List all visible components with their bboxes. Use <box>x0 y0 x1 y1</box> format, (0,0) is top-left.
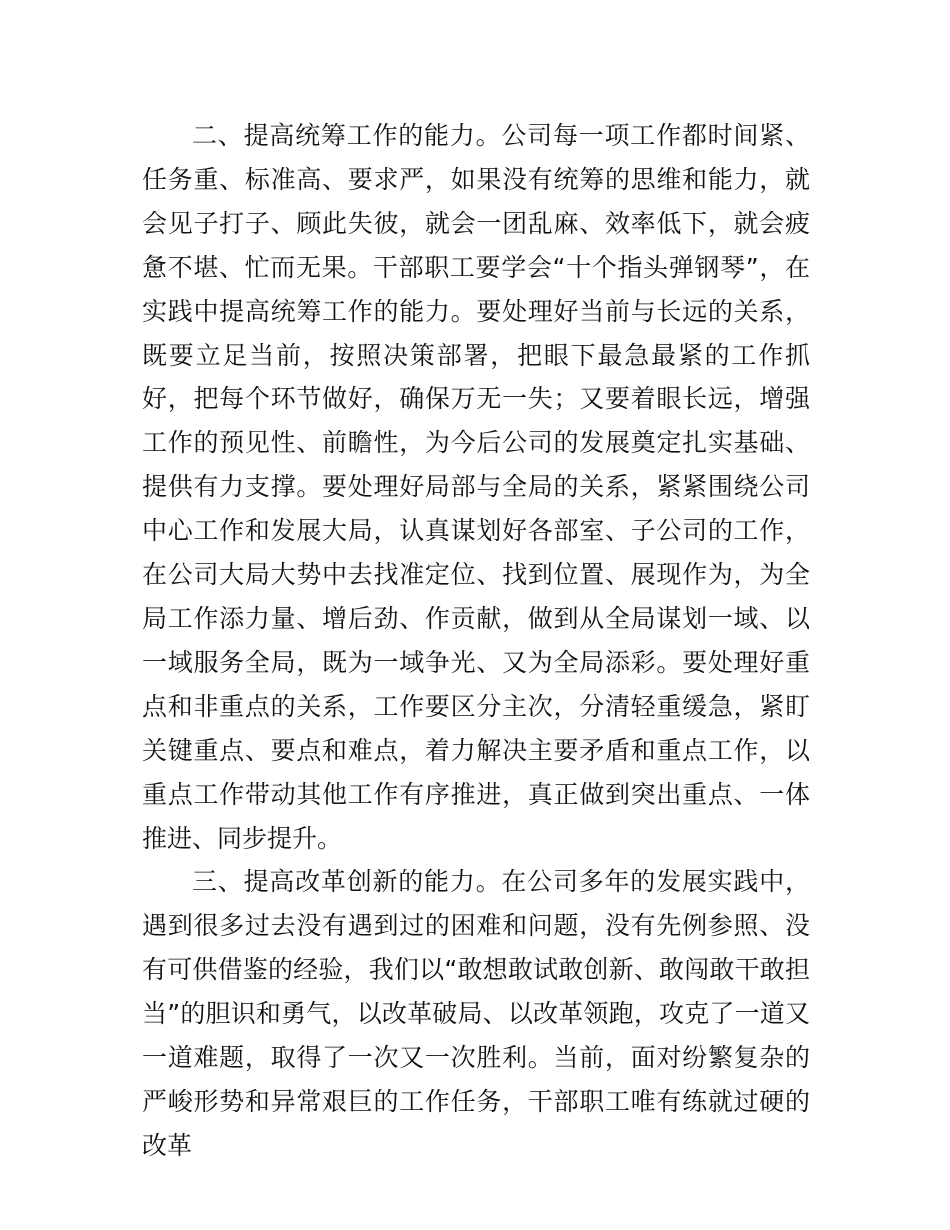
paragraph-reform-innovation: 三、提高改革创新的能力。在公司多年的发展实践中，遇到很多过去没有遇到过的困难和问题，没有先例参照、没有可供借鉴的经验，我们以“敢想敢试敢创新、敢闯敢干敢担当”的胆识和勇气，以改革破局、以改革领跑，攻克了一道又一道难题，取得了一次又一次胜利。当前，面对纷繁复杂的严峻形势和异常艰巨的工作任务，干部职工唯有练就过硬的改革 <box>142 867 810 1160</box>
paragraph-coordination: 二、提高统筹工作的能力。公司每一项工作都时间紧、任务重、标准高、要求严，如果没有统筹的思维和能力，就会见子打子、顾此失彼，就会一团乱麻、效率低下，就会疲惫不堪、忙而无果。干部职工要学会“十个指头弹钢琴”，在实践中提高统筹工作的能力。要处理好当前与长远的关系，既要立足当前，按照决策部署，把眼下最急最紧的工作抓好，把每个环节做好，确保万无一失；又要着眼长远，增强工作的预见性、前瞻性，为今后公司的发展奠定扎实基础、提供有力支撑。要处理好局部与全局的关系，紧紧围绕公司中心工作和发展大局，认真谋划好各部室、子公司的工作，在公司大局大势中去找准定位、找到位置、展现作为，为全局工作添力量、增后劲、作贡献，做到从全局谋划一域、以一域服务全局，既为一域争光、又为全局添彩。要处理好重点和非重点的关系，工作要区分主次，分清轻重缓急，紧盯关键重点、要点和难点，着力解决主要矛盾和重点工作，以重点工作带动其他工作有序推进，真正做到突出重点、一体推进、同步提升。 <box>142 121 810 853</box>
document-body <box>142 114 810 1168</box>
